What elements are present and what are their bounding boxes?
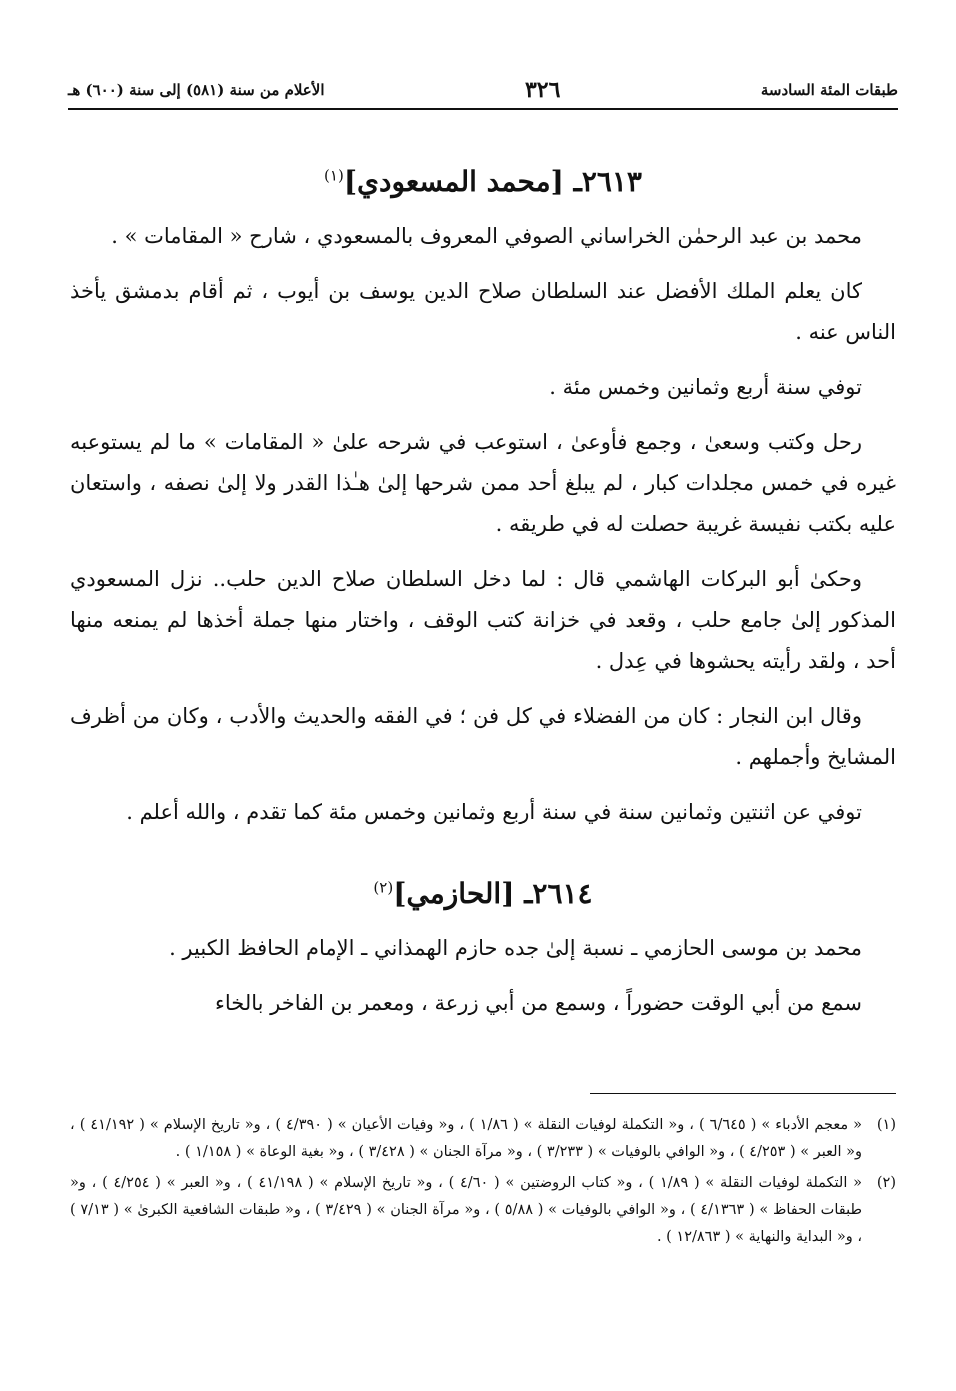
main-text [70,165,896,1038]
header-section-title: طبقات المئة السادسة [760,81,898,99]
header-range-title: الأعلام من سنة (٥٨١) إلى سنة (٦٠٠) هـ [68,81,325,99]
paragraph: رحل وكتب وسعىٰ ، وجمع فأوعىٰ ، استوعب في شرحه علىٰ « المقامات » ما لم يستوعبه غيره في خمس مجلدات كبار ، لم يبلغ أحد ممن شرحها إلىٰ هـٰذا القدر ولا إلىٰ نصفه ، واستعان عليه بكتب نفيسة غريبة حصلت له في طريقه . [70,430,896,536]
footnote-ref: (١) [324,166,344,185]
paragraph: وقال ابن النجار : كان من الفضلاء في كل فن ؛ في الفقه والحديث والأدب ، وكان من أظرف المشايخ وأجملهم . [70,704,896,769]
entry-title [70,165,896,198]
paragraph: توفي سنة أربع وثمانين وخمس مئة . [549,375,862,399]
footnote [70,1170,896,1251]
footnote-number: (٢) [876,1175,896,1191]
paragraph: محمد بن عبد الرحمٰن الخراساني الصوفي المعروف بالمسعودي ، شارح « المقامات » . [111,224,862,248]
paragraph: وحكىٰ أبو البركات الهاشمي قال : لما دخل السلطان صلاح الدين حلب.. نزل المسعودي المذكور إلىٰ جامع حلب ، وقعد في خزانة كتب الوقف ، واختار منها جملة أخذها لم يمنعه منها أحد ، ولقد رأيته يحشوها في عِدل . [70,567,896,673]
entry-2614 [70,877,896,1024]
running-header [68,72,898,110]
footnotes [70,1112,896,1255]
footnote-ref: (٢) [373,878,394,897]
entry-title-text: ٢٦١٣ـ [محمد المسعودي] [343,165,642,198]
footnote [70,1112,896,1166]
paragraph: محمد بن موسى الحازمي ـ نسبة إلىٰ جده حازم الهمذاني ـ الإمام الحافظ الكبير . [169,936,862,960]
footnote-text: « معجم الأدباء » ( ٦/٦٤٥ ) ، و« التكملة لوفيات النقلة » ( ١/٨٦ ) ، و« وفيات الأعيان » ( ٤/٣٩٠ ) ، و« تاريخ الإسلام » ( ٤١/١٩٢ ) ، و« العبر » ( ٤/٢٥٣ ) ، و« الوافي بالوفيات » ( ٣/٢٣٣ ) ، و« مرآة الجنان » ( ٣/٤٢٨ ) ، و« بغية الوعاة » ( ١/١٥٨ ) . [70,1117,863,1160]
entry-2613 [70,165,896,833]
paragraph: كان يعلم الملك الأفضل عند السلطان صلاح الدين يوسف بن أيوب ، ثم أقام بدمشق يأخذ الناس عنه . [70,279,896,344]
footnote-divider [590,1093,896,1094]
paragraph: سمع من أبي الوقت حضوراً ، وسمع من أبي زرعة ، ومعمر بن الفاخر بالخاء [214,991,862,1015]
entry-title [70,877,896,910]
footnote-text: « التكملة لوفيات النقلة » ( ١/٨٩ ) ، و« كتاب الروضتين » ( ٤/٦٠ ) ، و« تاريخ الإسلام » ( ٤١/١٩٨ ) ، و« العبر » ( ٤/٢٥٤ ) ، و« طبقات الحفاظ » ( ٤/١٣٦٣ ) ، و« الوافي بالوفيات » ( ٥/٨٨ ) ، و« مرآة الجنان » ( ٣/٤٢٩ ) ، و« طبقات الشافعية الكبرىٰ » ( ٧/١٣ ) ، و« البداية والنهاية » ( ١٢/٨٦٣ ) . [70,1175,862,1245]
entry-title-text: ٢٦١٤ـ [الحازمي] [393,877,593,910]
paragraph: توفي عن اثنتين وثمانين سنة في سنة أربع وثمانين وخمس مئة كما تقدم ، والله أعلم . [126,800,862,824]
page-number: ٣٢٦ [524,77,561,103]
footnote-number: (١) [876,1117,896,1133]
